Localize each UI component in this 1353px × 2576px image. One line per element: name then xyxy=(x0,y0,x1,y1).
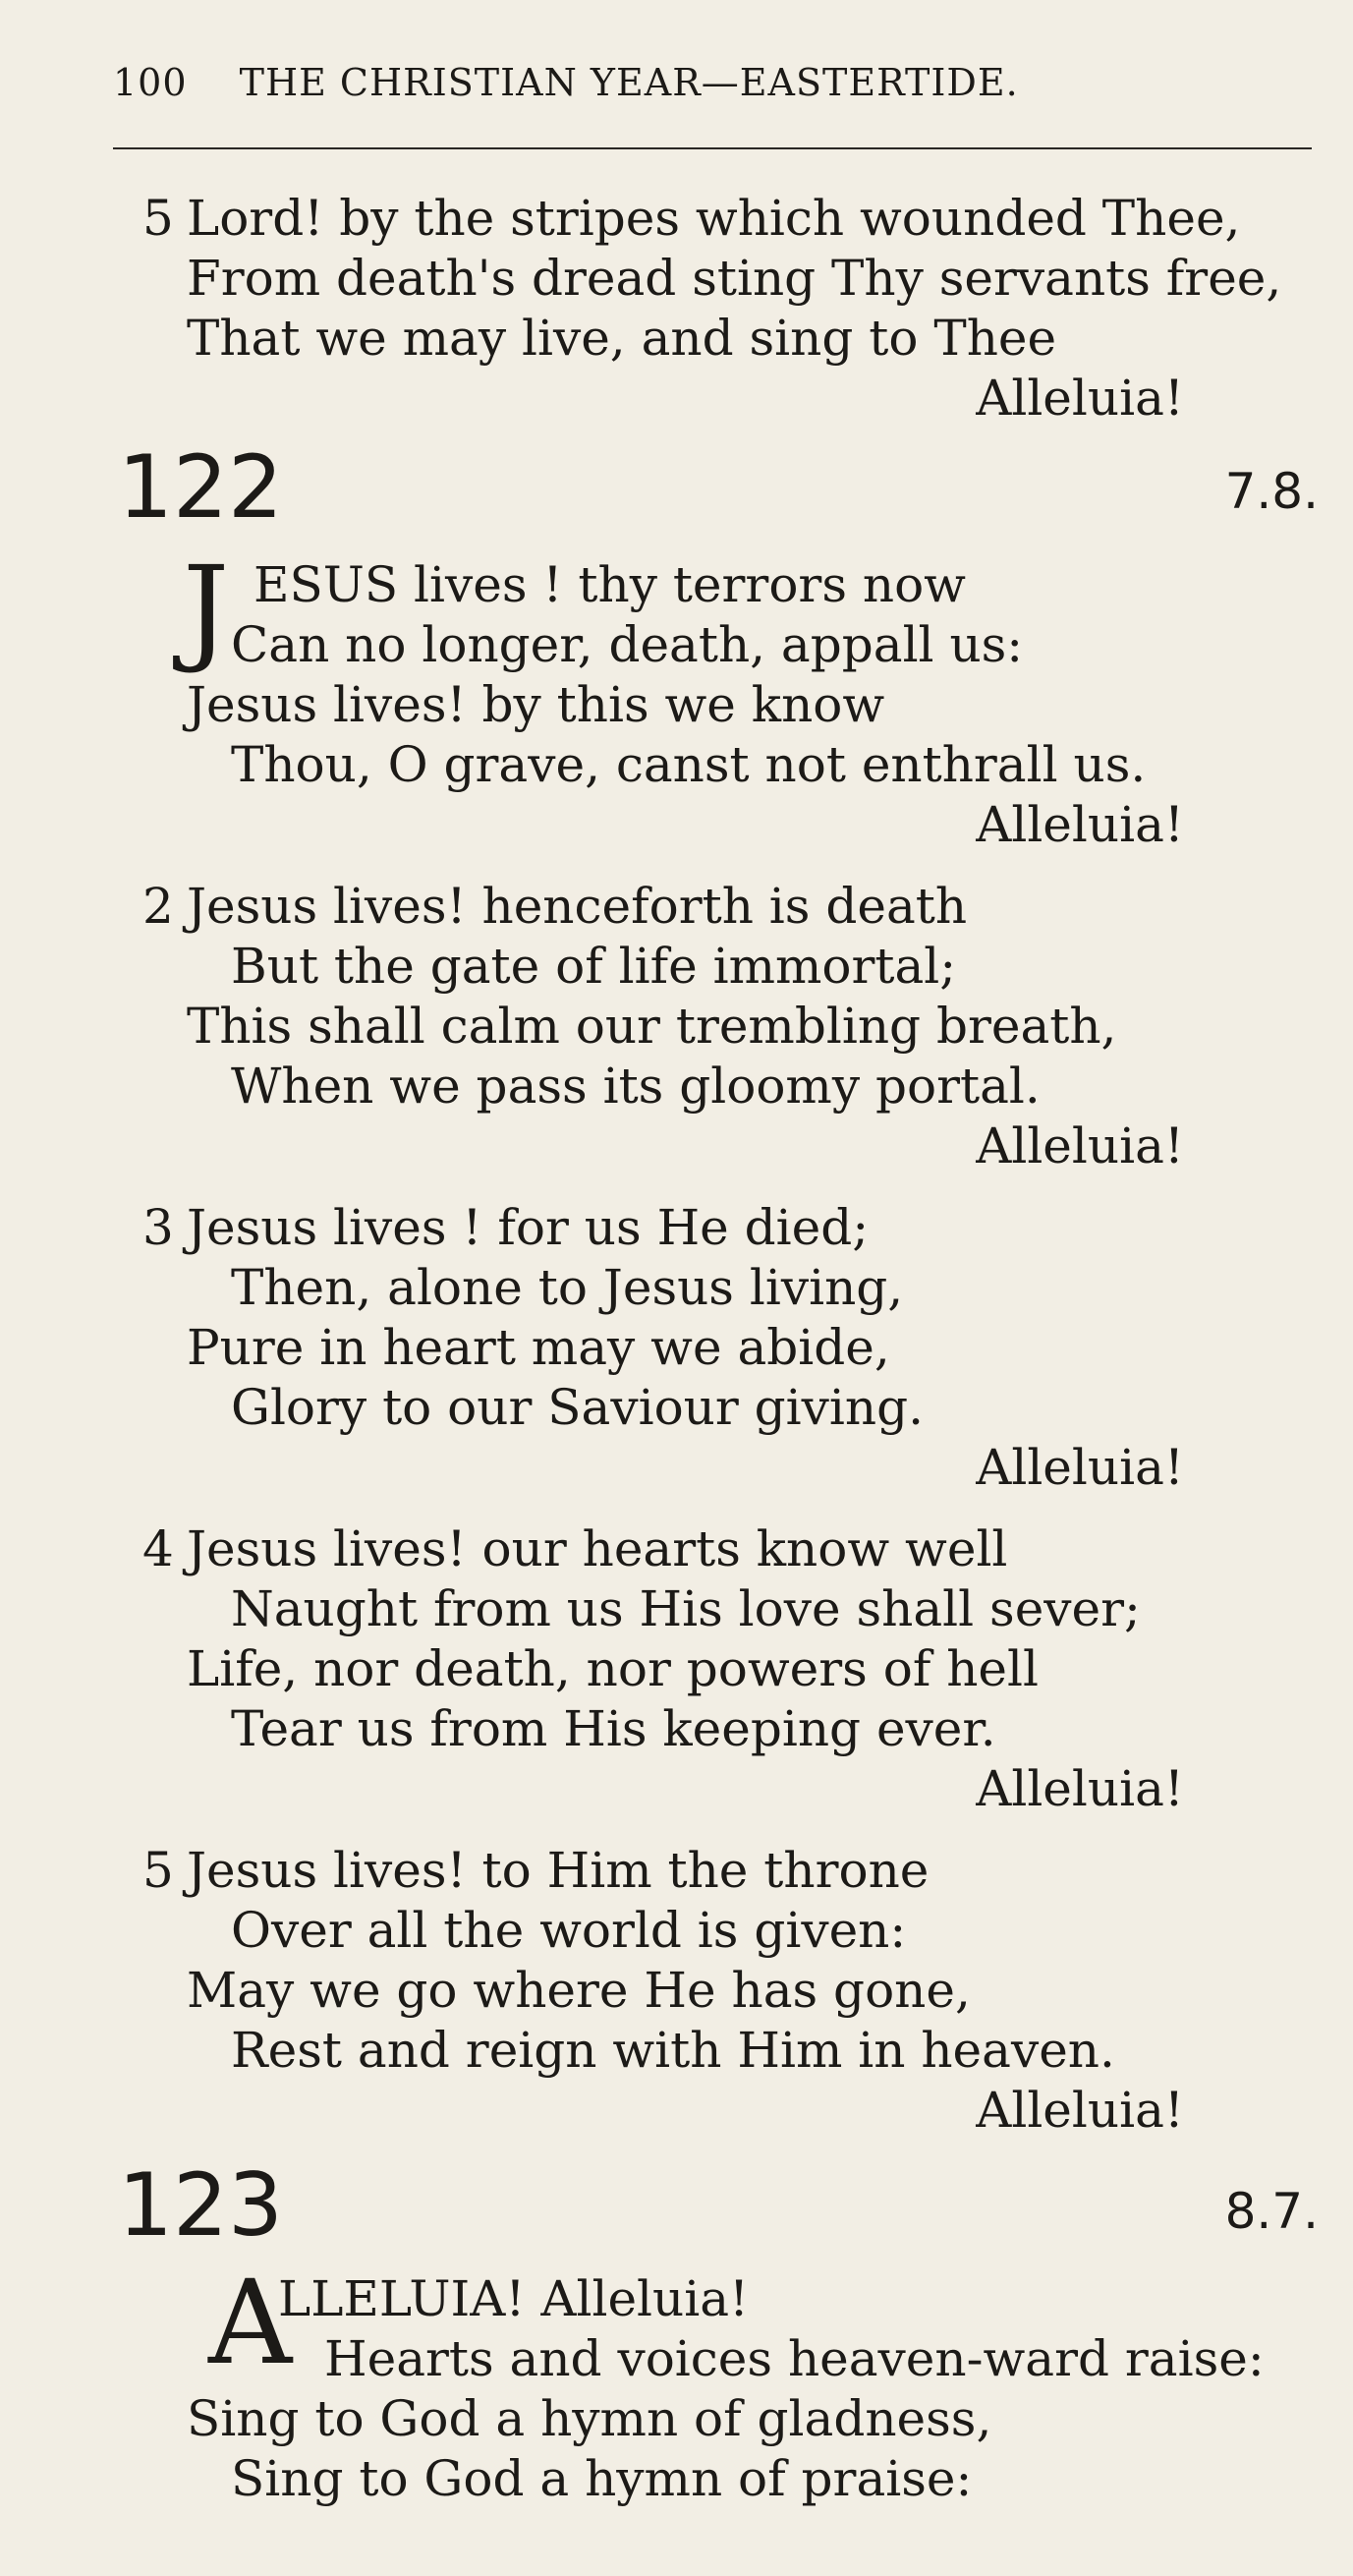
verse-line: Then, alone to Jesus living, xyxy=(231,1259,904,1316)
verse-line: Life, nor death, nor powers of hell xyxy=(187,1640,1039,1697)
verse-line: This shall calm our trembling breath, xyxy=(187,998,1117,1055)
running-title: THE CHRISTIAN YEAR—EASTERTIDE. xyxy=(239,61,1019,104)
verse-line: Jesus lives! henceforth is death xyxy=(187,878,968,935)
verse-line: Jesus lives! by this we know xyxy=(187,676,885,733)
refrain-alleluia: Alleluia! xyxy=(976,370,1184,427)
hymn-number: 122 xyxy=(118,436,283,538)
verse-number: 5 xyxy=(142,190,174,247)
verse-line: From death's dread sting Thy servants free, xyxy=(187,250,1282,307)
verse-line: Lord! by the stripes which wounded Thee, xyxy=(187,190,1241,247)
verse-number: 3 xyxy=(142,1199,174,1256)
verse-number: 5 xyxy=(142,1842,174,1899)
verse-line: Sing to God a hymn of gladness, xyxy=(187,2390,992,2447)
verse-line: ESUS lives ! thy terrors now xyxy=(254,556,966,613)
verse-number: 4 xyxy=(142,1520,174,1577)
refrain-alleluia: Alleluia! xyxy=(976,1760,1184,1817)
verse-line: Jesus lives ! for us He died; xyxy=(187,1199,870,1256)
page-number: 100 xyxy=(113,61,188,104)
verse-line: Jesus lives! to Him the throne xyxy=(187,1842,930,1899)
refrain-alleluia: Alleluia! xyxy=(976,2082,1184,2139)
verse-line: May we go where He has gone, xyxy=(187,1962,971,2019)
hymn-meter: 7.8. xyxy=(1224,463,1319,520)
verse-number: 2 xyxy=(142,878,174,935)
verse-line: When we pass its gloomy portal. xyxy=(231,1058,1041,1115)
drop-cap: A xyxy=(208,2255,293,2390)
refrain-alleluia: Alleluia! xyxy=(976,796,1184,853)
verse-line: That we may live, and sing to Thee xyxy=(187,310,1057,367)
verse-line: Sing to God a hymn of praise: xyxy=(231,2450,973,2507)
drop-cap: J xyxy=(183,541,230,676)
verse-line: Tear us from His keeping ever. xyxy=(231,1700,996,1757)
verse-line: Jesus lives! our hearts know well xyxy=(187,1520,1008,1577)
verse-line: Hearts and voices heaven-ward raise: xyxy=(324,2330,1265,2387)
verse-line: Rest and reign with Him in heaven. xyxy=(231,2022,1115,2079)
verse-line: Thou, O grave, canst not enthrall us. xyxy=(231,736,1147,793)
running-header xyxy=(113,61,1019,104)
refrain-alleluia: Alleluia! xyxy=(976,1439,1184,1496)
verse-line: Naught from us His love shall sever; xyxy=(231,1580,1141,1637)
verse-line: LLELUIA! Alleluia! xyxy=(278,2270,750,2327)
hymn-number: 123 xyxy=(118,2154,283,2256)
verse-line: Pure in heart may we abide, xyxy=(187,1319,890,1376)
hymn-meter: 8.7. xyxy=(1224,2183,1319,2240)
verse-line: Can no longer, death, appall us: xyxy=(231,616,1024,673)
verse-line: Glory to our Saviour giving. xyxy=(231,1379,925,1436)
header-rule xyxy=(113,147,1312,149)
verse-line: But the gate of life immortal; xyxy=(231,938,957,995)
refrain-alleluia: Alleluia! xyxy=(976,1117,1184,1174)
verse-line: Over all the world is given: xyxy=(231,1902,907,1959)
